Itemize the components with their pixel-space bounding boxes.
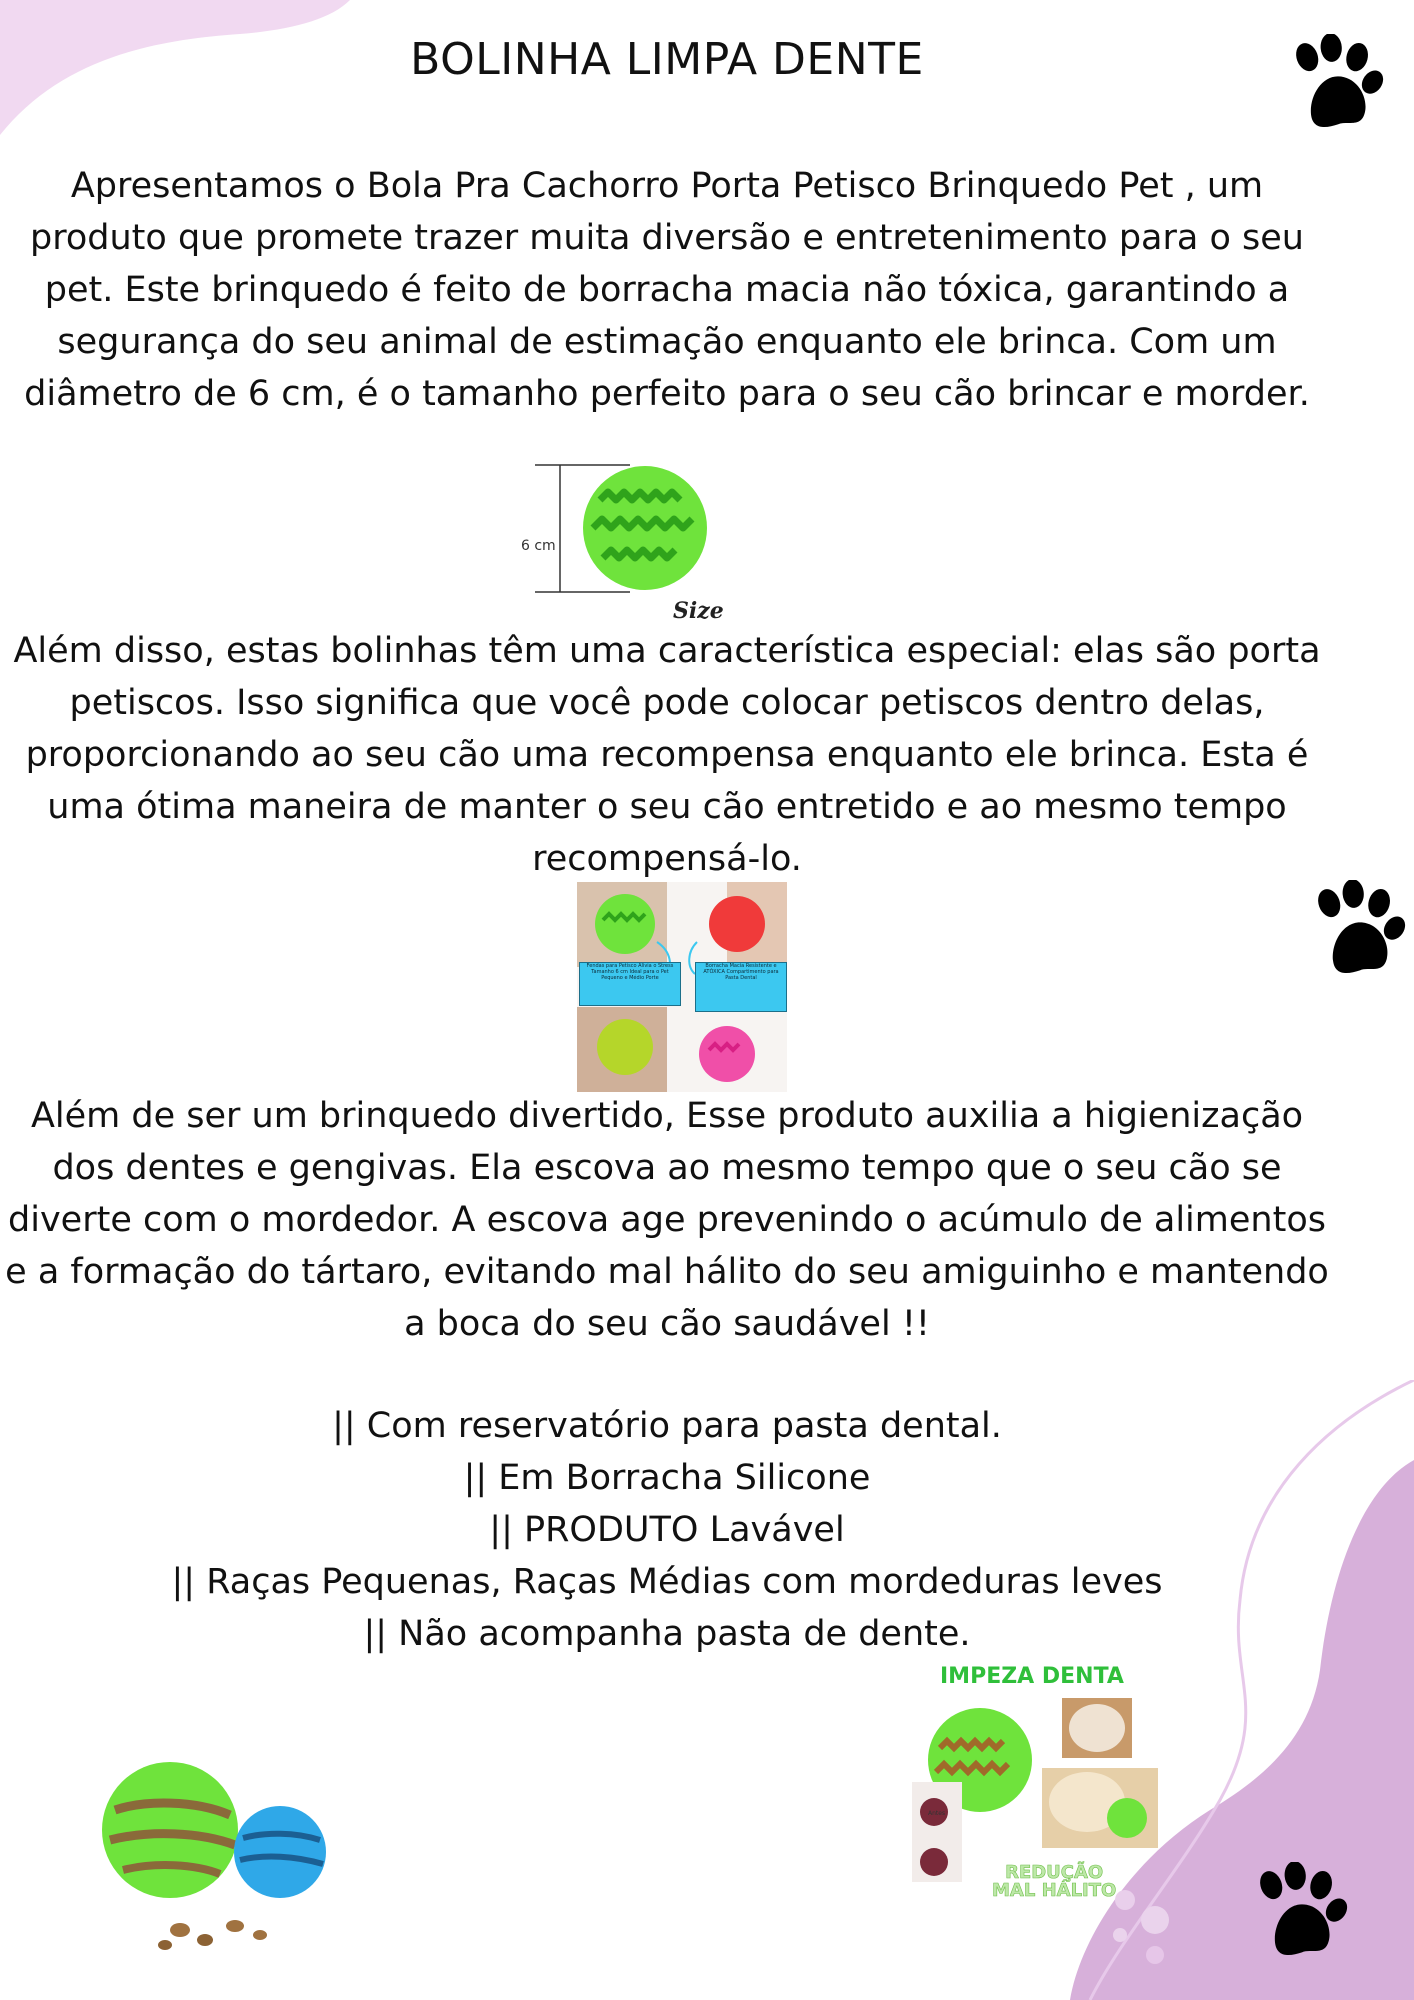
hygiene-paragraph	[0, 1090, 1334, 1350]
hygiene-text: Além de ser um brinquedo divertido, Esse produto auxilia a higienização dos dentes e gengivas. Ela escova ao mesmo tempo que o seu cão se diverte com o mordedor. A escova age prevenindo o acúmulo de alimentos e a formação do tártaro, evitando mal hálito do seu amiguinho e mantendo a boca do seu cão saudável !!	[5, 1096, 1329, 1344]
feature-list	[0, 1400, 1334, 1660]
treat-text: Além disso, estas bolinhas têm uma característica especial: elas são porta petiscos. Isso significa que você pode colocar petiscos dentro delas, proporcionando ao seu cão uma recompensa enquanto ele brinca. Esta é uma ótima maneira de manter o seu cão entretido e ao mesmo tempo recompensá-lo.	[13, 631, 1321, 879]
intro-text: Apresentamos o Bola Pra Cachorro Porta Petisco Brinquedo Pet , um produto que promete trazer muita diversão e entretenimento para o seu pet. Este brinquedo é feito de borracha macia não tóxica, garantindo a segurança do seu animal de estimação enquanto ele brinca. Com um diâmetro de 6 cm, é o tamanho perfeito para o seu cão brincar e morder.	[24, 166, 1310, 414]
feature-item: || PRODUTO Lavável	[489, 1510, 845, 1550]
size-image	[515, 420, 745, 624]
promo-small-label: Antes	[928, 1810, 946, 1817]
feature-item: || Raças Pequenas, Raças Médias com mordeduras leves	[171, 1562, 1163, 1602]
promo-bottom-text: REDUÇÃO MAL HÁLITO	[992, 1862, 1117, 1901]
treat-paragraph	[0, 625, 1334, 885]
feature-item: || Com reservatório para pasta dental.	[332, 1406, 1002, 1446]
intro-paragraph	[0, 160, 1334, 420]
product-collage-image	[577, 882, 787, 1092]
dental-promo-image	[912, 1662, 1158, 1902]
collage-label-left: Fendas para Petisco Alivia o Stress Tamanho 6 cm Ideal para o Pet Pequeno e Médio Porte	[579, 962, 681, 1006]
size-dimension-label: 6 cm	[521, 538, 556, 554]
page-title: BOLINHA LIMPA DENTE	[410, 34, 924, 85]
size-caption: Size	[673, 598, 724, 624]
paw-icon	[1310, 880, 1406, 980]
feature-item: || Em Borracha Silicone	[463, 1458, 871, 1498]
collage-label-right: Borracha Macia Resistente e ATÓXICA Compartimento para Pasta Dental	[695, 962, 787, 1012]
paw-icon	[1252, 1862, 1348, 1962]
ball-size-illustration	[515, 420, 745, 620]
balls-with-treats-image	[95, 1740, 345, 1960]
promo-top-text: IMPEZA DENTA	[940, 1664, 1124, 1689]
feature-item: || Não acompanha pasta de dente.	[363, 1614, 971, 1654]
